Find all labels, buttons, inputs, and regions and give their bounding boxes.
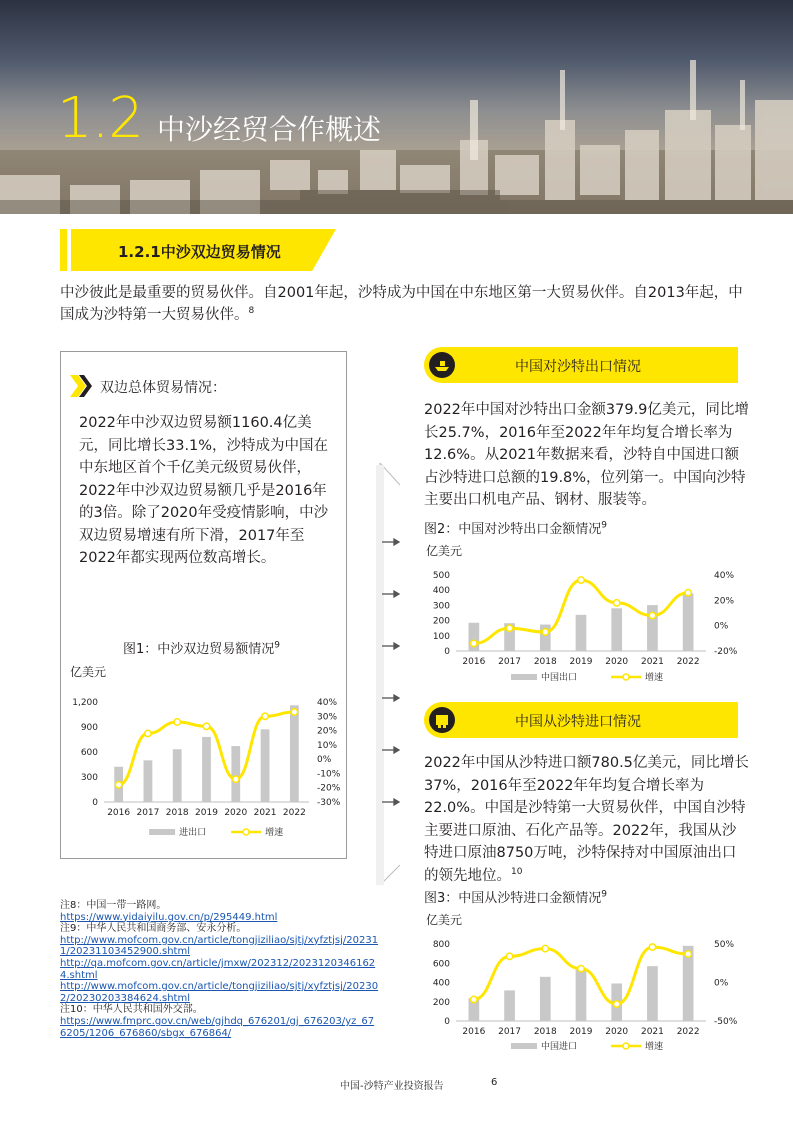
legend-bar-label: 中国出口 — [541, 673, 578, 683]
footnote-link[interactable]: http://qa.mofcom.gov.cn/article/jmxw/202312/20231203461624.shtml — [60, 957, 376, 981]
section-accent-bar — [60, 229, 67, 271]
bilateral-paragraph: 2022年中沙双边贸易额1160.4亿美元，同比增长33.1%，沙特成为中国在中东地区首个千亿美元级贸易伙伴，2022年中沙双边贸易额几乎是2016年的3倍。除了2020年受疫情影响，中沙双边贸易增速有所下滑，2017年至2022年都实现两位数高增长。 — [79, 415, 329, 566]
y2-tick-label: 0% — [714, 978, 729, 989]
y-tick-label: 600 — [432, 959, 450, 970]
y-tick-label: 900 — [80, 723, 98, 733]
line-point — [578, 965, 584, 971]
line-point — [649, 944, 655, 950]
bar — [290, 705, 299, 802]
line-point — [233, 776, 239, 782]
x-tick-label: 2016 — [462, 657, 486, 667]
legend-bar-label: 中国进口 — [541, 1042, 578, 1052]
y-tick-label: 800 — [432, 940, 450, 950]
y-tick-label: 100 — [432, 631, 450, 642]
y-tick-label: 600 — [80, 748, 98, 758]
bar — [576, 615, 587, 651]
y2-tick-label: -10% — [317, 769, 341, 780]
hero-banner — [0, 0, 793, 214]
subsection-title: 1.2.1中沙双边贸易情况 — [118, 243, 281, 261]
intro-text: 中沙彼此是最重要的贸易伙伴。自2001年起，沙特成为中国在中东地区第一大贸易伙伴。自2013年起，中国成为沙特第一大贸易伙伴。 — [60, 285, 743, 323]
line-point — [506, 953, 512, 959]
legend-line-marker — [623, 1043, 629, 1049]
footnote-note: 注8：中国一带一路网。 — [60, 900, 167, 911]
y2-tick-label: 10% — [317, 740, 338, 751]
y2-tick-label: 50% — [714, 940, 735, 950]
legend-bar-swatch — [511, 674, 537, 680]
bar — [683, 593, 694, 651]
export-paragraph: 2022年中国对沙特出口金额379.9亿美元，同比增长25.7%，2016年至2022年年均复合增长率为12.6%。从2021年数据来看，沙特自中国进口额占沙特进口总额的19.8%，位列第一。中国向沙特主要出口机电产品、钢材、服装等。 — [424, 402, 749, 508]
fig2-caption: 图2：中国对沙特出口金额情况$^9$ — [424, 520, 608, 537]
line-point — [291, 709, 297, 715]
y-tick-label: 300 — [432, 601, 450, 612]
bar — [540, 977, 551, 1021]
y-tick-label: 300 — [80, 773, 98, 783]
y2-tick-label: 40% — [714, 571, 735, 581]
bar — [576, 969, 587, 1021]
x-tick-label: 2022 — [676, 657, 700, 667]
y2-tick-label: 0% — [714, 621, 729, 632]
page-number: 6 — [491, 1077, 498, 1088]
legend-line-label: 增速 — [645, 673, 664, 683]
y-tick-label: 0 — [92, 798, 98, 808]
y2-tick-label: 30% — [317, 712, 338, 723]
y-tick-label: 0 — [444, 647, 450, 657]
line-point — [115, 782, 121, 788]
line-point — [471, 640, 477, 646]
x-tick-label: 2020 — [605, 657, 629, 667]
footnote-note: 注9：中华人民共和国商务部、安永分析。 — [60, 923, 247, 935]
line-point — [542, 629, 548, 635]
bilateral-subtitle: 双边总体贸易情况： — [100, 380, 226, 396]
y-tick-label: 400 — [432, 978, 450, 989]
legend-bar-label: 进出口 — [179, 828, 207, 838]
y-tick-label: 400 — [432, 586, 450, 597]
line-point — [578, 577, 584, 583]
x-tick-label: 2017 — [498, 657, 522, 667]
legend-line-label: 增速 — [645, 1042, 664, 1052]
fig3-unit: 亿美元 — [426, 913, 463, 927]
report-title-footer: 中国-沙特产业投资报告 — [340, 1081, 444, 1092]
export-title: 中国对沙特出口情况 — [515, 359, 641, 375]
footnote-link[interactable]: http://www.mofcom.gov.cn/article/tongjiziliao/sjtj/xyfztjsj/202302/20230203384624.shtml — [60, 981, 379, 1004]
x-tick-label: 2018 — [533, 657, 557, 667]
x-tick-label: 2019 — [195, 808, 218, 818]
import-container-icon — [429, 707, 455, 733]
y2-tick-label: 40% — [317, 698, 338, 708]
line-point — [685, 951, 691, 957]
line-point — [614, 600, 620, 606]
x-tick-label: 2019 — [569, 657, 593, 667]
y2-tick-label: 20% — [714, 596, 735, 607]
x-tick-label: 2020 — [224, 808, 248, 818]
line-point — [506, 625, 512, 631]
line-point — [649, 612, 655, 618]
fig2-unit: 亿美元 — [426, 544, 463, 558]
bar — [173, 749, 182, 802]
fig3-chart — [410, 933, 750, 1058]
fig1-caption: 图1：中沙双边贸易额情况$^9$ — [123, 640, 281, 657]
fig1-unit: 亿美元 — [70, 665, 107, 679]
x-tick-label: 2021 — [253, 808, 277, 818]
y2-tick-label: -50% — [714, 1017, 738, 1027]
line-point — [614, 1001, 620, 1007]
connector-arrows — [362, 455, 402, 895]
line-point — [542, 945, 548, 951]
y2-tick-label: -20% — [317, 783, 341, 794]
bar — [261, 729, 270, 802]
x-tick-label: 2016 — [107, 808, 131, 818]
y2-tick-label: 0% — [317, 755, 332, 766]
x-tick-label: 2016 — [462, 1027, 486, 1037]
fig3-caption: 图3：中国从沙特进口金额情况$^9$ — [424, 889, 608, 906]
import-paragraph: 2022年中国从沙特进口额780.5亿美元，同比增长37%，2016年至2022年年均复合增长率为22.0%。中国是沙特第一大贸易伙伴，中国自沙特主要进口原油、石化产品等。2022年，我国从沙特进口原油8750万吨，沙特保持对中国原油出口的领先地位。$^{10}$ — [424, 755, 749, 884]
fig1-chart — [64, 690, 344, 850]
section-title: 中沙经贸合作概述 — [157, 113, 382, 146]
x-tick-label: 2018 — [533, 1027, 557, 1037]
x-tick-label: 2022 — [676, 1027, 700, 1037]
import-title: 中国从沙特进口情况 — [515, 714, 641, 730]
y-tick-label: 200 — [432, 616, 450, 627]
x-tick-label: 2017 — [498, 1027, 522, 1037]
x-tick-label: 2019 — [569, 1027, 593, 1037]
footnote-link[interactable]: http://www.mofcom.gov.cn/article/tongjiziliao/sjtj/xyfztjsj/202311/20231103452900.shtml — [60, 934, 379, 958]
y-tick-label: 1,200 — [72, 698, 98, 708]
y-tick-label: 500 — [432, 571, 450, 581]
x-tick-label: 2021 — [640, 657, 664, 667]
fig2-chart — [410, 563, 750, 688]
export-ship-icon — [429, 352, 455, 378]
line-point — [203, 723, 209, 729]
y-tick-label: 200 — [432, 997, 450, 1008]
footnote-link[interactable]: https://www.fmprc.gov.cn/web/gjhdq_676201/gj_676203/yz_676205/1206_676860/sbgx_676864/ — [60, 1015, 375, 1039]
footnotes — [60, 900, 380, 1039]
footnote-link[interactable]: https://www.yidaiyilu.gov.cn/p/295449.html — [60, 911, 278, 923]
line-point — [471, 996, 477, 1002]
bar — [231, 746, 240, 802]
legend-bar-swatch — [511, 1043, 537, 1049]
double-chevron-icon — [70, 375, 96, 397]
x-tick-label: 2018 — [165, 808, 189, 818]
legend-line-marker — [623, 674, 629, 680]
legend-line-marker — [243, 829, 249, 835]
x-tick-label: 2020 — [605, 1027, 629, 1037]
bar — [647, 966, 658, 1021]
bar — [504, 990, 515, 1021]
legend-bar-swatch — [149, 829, 175, 835]
line-point — [685, 590, 691, 596]
x-tick-label: 2022 — [282, 808, 306, 818]
x-tick-label: 2017 — [136, 808, 160, 818]
intro-paragraph — [60, 282, 750, 326]
footnote-note: 注10：中华人民共和国外交部。 — [60, 1004, 203, 1016]
y-tick-label: 0 — [444, 1017, 450, 1027]
legend-line-label: 增速 — [265, 828, 284, 838]
bar — [144, 760, 153, 802]
line-point — [145, 730, 151, 736]
y2-tick-label: -30% — [317, 798, 341, 808]
bar — [611, 608, 622, 651]
line-point — [174, 719, 180, 725]
section-number: 1.2 — [57, 86, 144, 151]
bar — [202, 737, 211, 802]
x-tick-label: 2021 — [640, 1027, 664, 1037]
line-point — [262, 713, 268, 719]
y2-tick-label: 20% — [317, 726, 338, 737]
y2-tick-label: -20% — [714, 647, 738, 657]
intro-footnote-ref: 8 — [248, 306, 255, 317]
